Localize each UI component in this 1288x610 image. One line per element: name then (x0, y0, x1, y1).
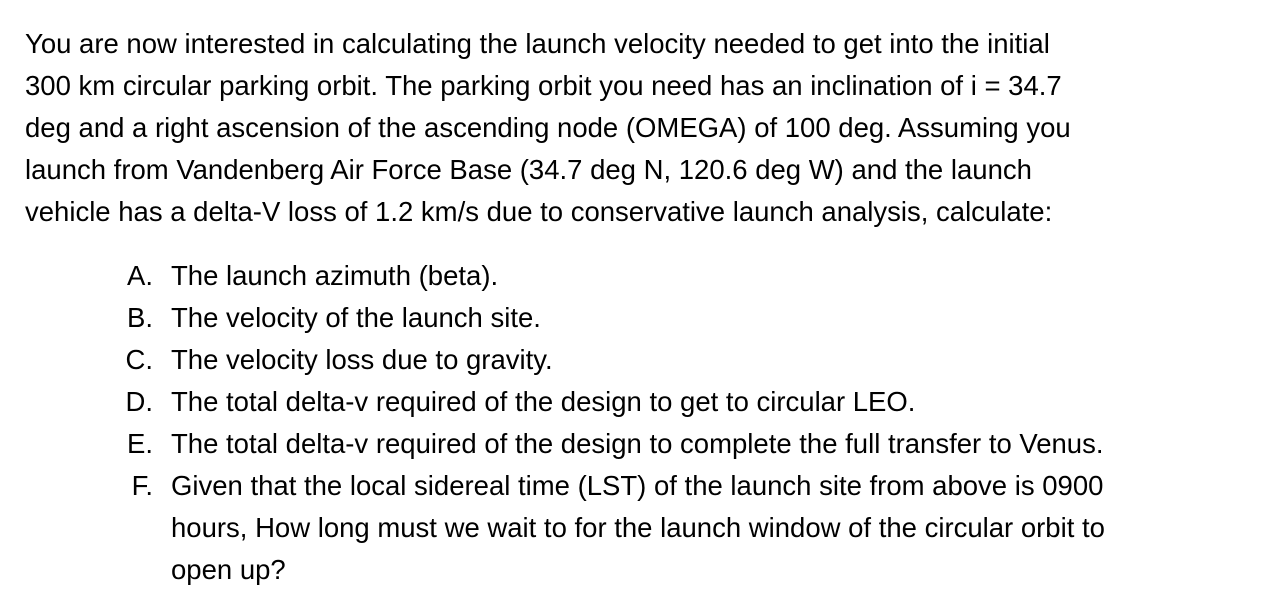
intro-paragraph (25, 23, 1265, 233)
question-letter: B. (127, 302, 153, 333)
question-text: The total delta-v required of the design to complete the full transfer to Venus. (171, 428, 1104, 459)
question-c (25, 339, 1268, 381)
question-letter: C. (125, 344, 153, 375)
question-text: The total delta-v required of the design to get to circular LEO. (171, 386, 916, 417)
intro-line-3: deg and a right ascension of the ascending node (OMEGA) of 100 deg. Assuming you (25, 112, 1071, 143)
question-text: The velocity loss due to gravity. (171, 344, 553, 375)
question-f-line-3: open up? (171, 554, 286, 585)
question-a (25, 255, 1268, 297)
question-letter: F. (131, 470, 153, 501)
intro-line-2: 300 km circular parking orbit. The parking orbit you need has an inclination of i = 34.7 (25, 70, 1062, 101)
question-letter: A. (127, 260, 153, 291)
question-f-line-2: hours, How long must we wait to for the launch window of the circular orbit to (171, 512, 1105, 543)
question-f-line-1: Given that the local sidereal time (LST) of the launch site from above is 0900 (171, 470, 1104, 501)
question-d (25, 381, 1268, 423)
question-list (25, 255, 1268, 591)
intro-line-4: launch from Vandenberg Air Force Base (34.7 deg N, 120.6 deg W) and the launch (25, 154, 1032, 185)
question-letter: D. (125, 386, 153, 417)
question-text (171, 465, 1268, 591)
question-b (25, 297, 1268, 339)
question-letter: E. (127, 428, 153, 459)
question-text: The velocity of the launch site. (171, 302, 541, 333)
question-f (25, 465, 1268, 591)
intro-line-5: vehicle has a delta-V loss of 1.2 km/s due to conservative launch analysis, calculate: (25, 196, 1053, 227)
intro-line-1: You are now interested in calculating the launch velocity needed to get into the initial (25, 28, 1050, 59)
question-text: The launch azimuth (beta). (171, 260, 499, 291)
question-e (25, 423, 1268, 465)
